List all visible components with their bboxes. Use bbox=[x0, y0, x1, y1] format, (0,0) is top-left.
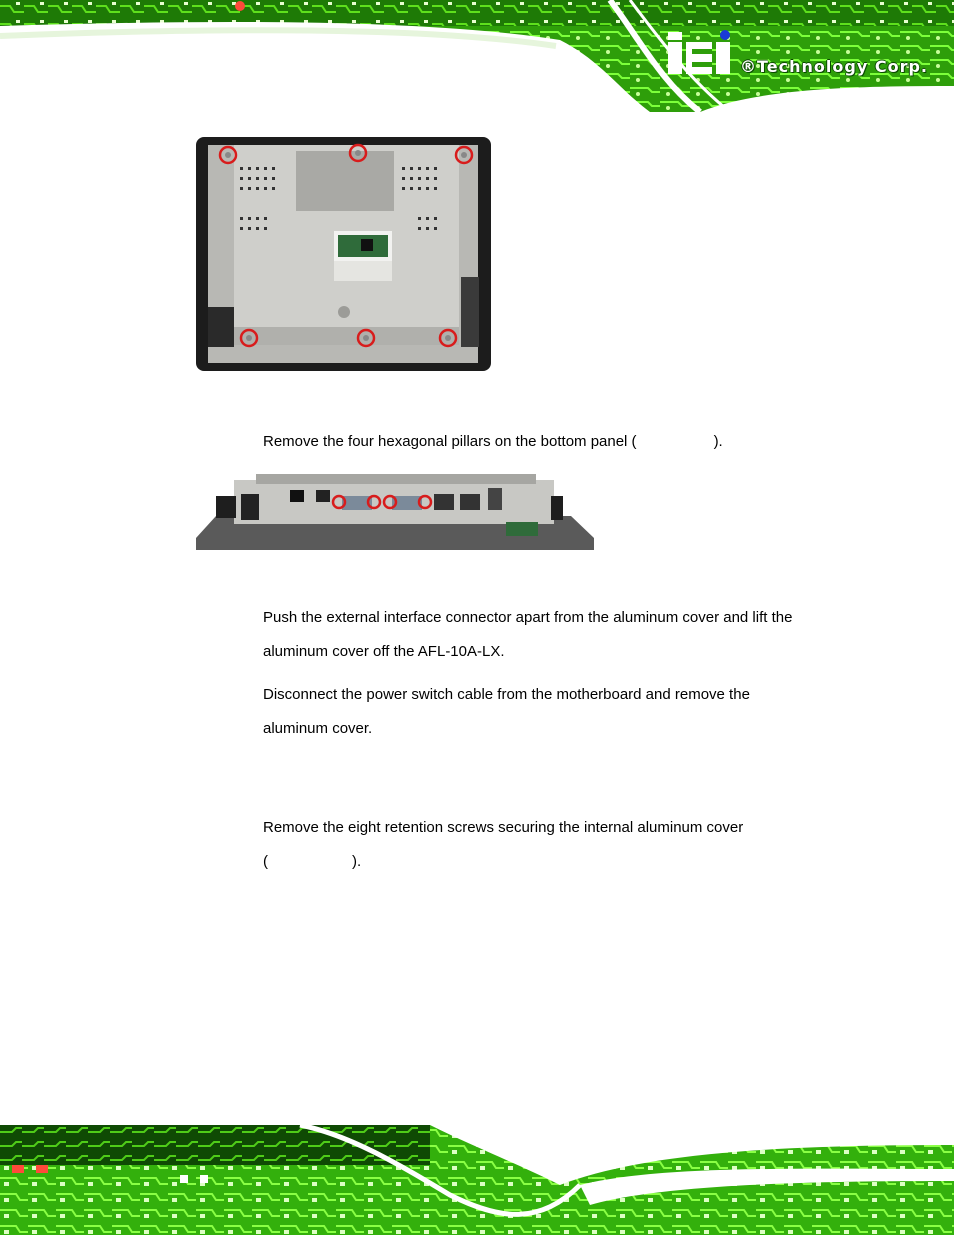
circuit-board-header-image bbox=[0, 0, 954, 112]
step-push-connector: Push the external interface connector apart from the aluminum cover and lift the aluminum cover off the AFL-10A-LX. bbox=[263, 609, 793, 660]
circuit-board-footer-image bbox=[0, 1125, 954, 1235]
header-banner bbox=[0, 0, 954, 112]
bottom-panel-photo bbox=[196, 466, 594, 552]
step-disconnect-cable: Disconnect the power switch cable from the motherboard and remove the aluminum cover. bbox=[263, 686, 750, 737]
step-remove-pillars: Remove the four hexagonal pillars on the bottom panel ( ). bbox=[263, 433, 723, 450]
logo-tagline: ®Technology Corp. bbox=[740, 57, 928, 76]
step-remove-screws: Remove the eight retention screws securing the internal aluminum cover ( ). bbox=[263, 819, 744, 870]
footer-banner bbox=[0, 1125, 954, 1235]
rear-panel-photo bbox=[196, 137, 491, 371]
iei-logo bbox=[668, 30, 738, 76]
